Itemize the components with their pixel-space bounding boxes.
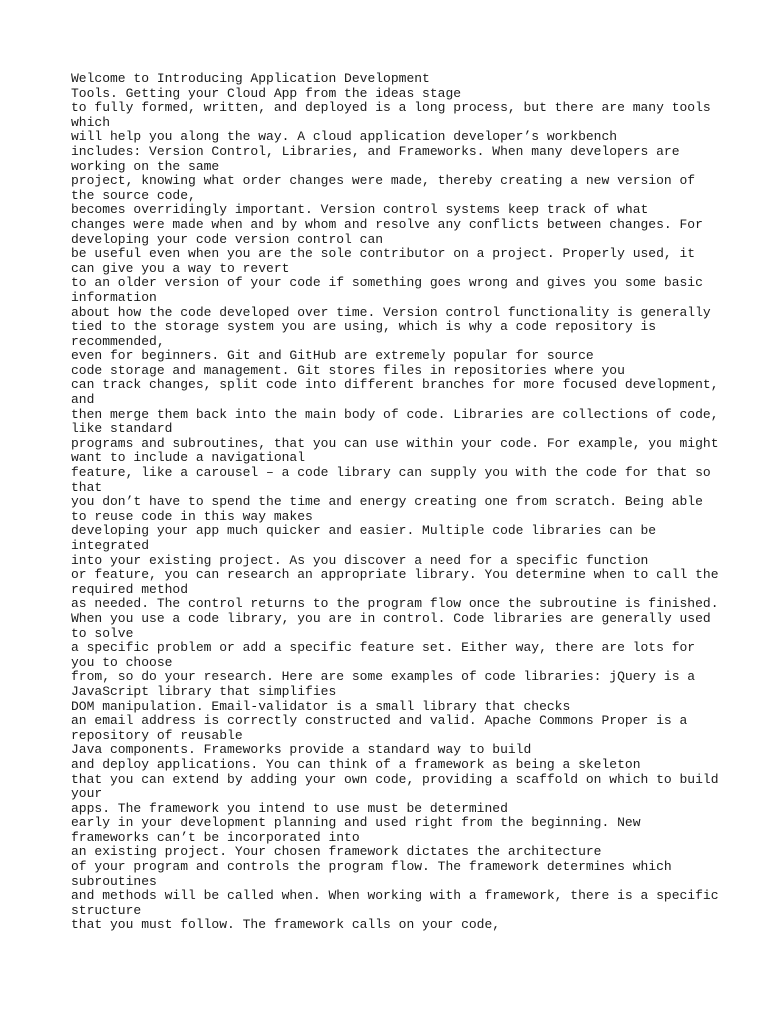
text-line: that — [71, 479, 103, 495]
text-line: apps. The framework you intend to use must be determined — [71, 800, 508, 816]
text-line: recommended, — [71, 333, 165, 349]
text-line: repository of reusable — [71, 727, 243, 743]
text-line: the source code, — [71, 187, 196, 203]
text-line: tied to the storage system you are using, which is why a code repository is — [71, 319, 657, 335]
text-line: developing your app much quicker and easier. Multiple code libraries can be — [71, 523, 657, 539]
text-line: JavaScript library that simplifies — [71, 683, 337, 699]
text-line: your — [71, 786, 103, 802]
text-line: like standard — [71, 421, 173, 437]
text-line: code storage and management. Git stores files in repositories where you — [71, 362, 625, 378]
document-body — [71, 71, 719, 933]
text-line: which — [71, 114, 111, 130]
text-line: and methods will be called when. When working with a framework, there is a specific — [71, 888, 719, 904]
text-line: working on the same — [71, 158, 220, 174]
text-line: developing your code version control can — [71, 231, 384, 247]
text-line: and deploy applications. You can think of a framework as being a skeleton — [71, 756, 641, 772]
text-line: as needed. The control returns to the program flow once the subroutine is finished. — [71, 596, 719, 612]
text-line: can give you a way to revert — [71, 260, 290, 276]
text-line: of your program and controls the program flow. The framework determines which — [71, 859, 672, 875]
text-line: changes were made when and by whom and resolve any conflicts between changes. For — [71, 216, 703, 232]
text-line: you to choose — [71, 654, 173, 670]
text-line: When you use a code library, you are in control. Code libraries are generally used — [71, 610, 711, 626]
text-line: includes: Version Control, Libraries, and Frameworks. When many developers are — [71, 143, 680, 159]
text-line: and — [71, 392, 95, 408]
text-line: can track changes, split code into different branches for more focused development, — [71, 377, 719, 393]
text-line: feature, like a carousel – a code library can supply you with the code for that so — [71, 465, 711, 481]
text-line: from, so do your research. Here are some examples of code libraries: jQuery is a — [71, 669, 696, 685]
text-line: then merge them back into the main body of code. Libraries are collections of code, — [71, 406, 719, 422]
text-line: required method — [71, 581, 189, 597]
text-line: that you must follow. The framework calls on your code, — [71, 917, 501, 933]
text-line: an existing project. Your chosen framework dictates the architecture — [71, 844, 602, 860]
text-line: will help you along the way. A cloud application developer’s workbench — [71, 129, 618, 145]
text-line: project, knowing what order changes were made, thereby creating a new version of — [71, 173, 696, 189]
text-line: be useful even when you are the sole contributor on a project. Properly used, it — [71, 246, 696, 262]
text-line: or feature, you can research an appropriate library. You determine when to call the — [71, 567, 719, 583]
text-line: you don’t have to spend the time and energy creating one from scratch. Being able — [71, 494, 703, 510]
text-line: a specific problem or add a specific feature set. Either way, there are lots for — [71, 640, 696, 656]
text-line: that you can extend by adding your own code, providing a scaffold on which to build — [71, 771, 719, 787]
text-line: Welcome to Introducing Application Development — [71, 71, 430, 86]
text-line: becomes overridingly important. Version control systems keep track of what — [71, 202, 649, 218]
text-line: structure — [71, 902, 142, 918]
text-line: DOM manipulation. Email-validator is a small library that checks — [71, 698, 571, 714]
text-line: an email address is correctly constructed and valid. Apache Commons Proper is a — [71, 713, 688, 729]
text-line: subroutines — [71, 873, 157, 889]
text-line: even for beginners. Git and GitHub are extremely popular for source — [71, 348, 594, 364]
text-line: information — [71, 289, 157, 305]
text-line: to reuse code in this way makes — [71, 508, 313, 524]
text-line: Java components. Frameworks provide a standard way to build — [71, 742, 532, 758]
text-line: into your existing project. As you discover a need for a specific function — [71, 552, 649, 568]
text-line: to solve — [71, 625, 134, 641]
text-line: Tools. Getting your Cloud App from the ideas stage — [71, 85, 462, 101]
text-line: integrated — [71, 538, 150, 553]
text-line: to fully formed, written, and deployed is a long process, but there are many tools — [71, 100, 711, 116]
text-line: to an older version of your code if something goes wrong and gives you some basic — [71, 275, 703, 291]
text-line: want to include a navigational — [71, 450, 306, 466]
text-line: early in your development planning and used right from the beginning. New — [71, 815, 641, 831]
text-line: about how the code developed over time. Version control functionality is generally — [71, 304, 711, 320]
text-line: frameworks can’t be incorporated into — [71, 829, 360, 845]
text-line: programs and subroutines, that you can use within your code. For example, you might — [71, 435, 719, 451]
